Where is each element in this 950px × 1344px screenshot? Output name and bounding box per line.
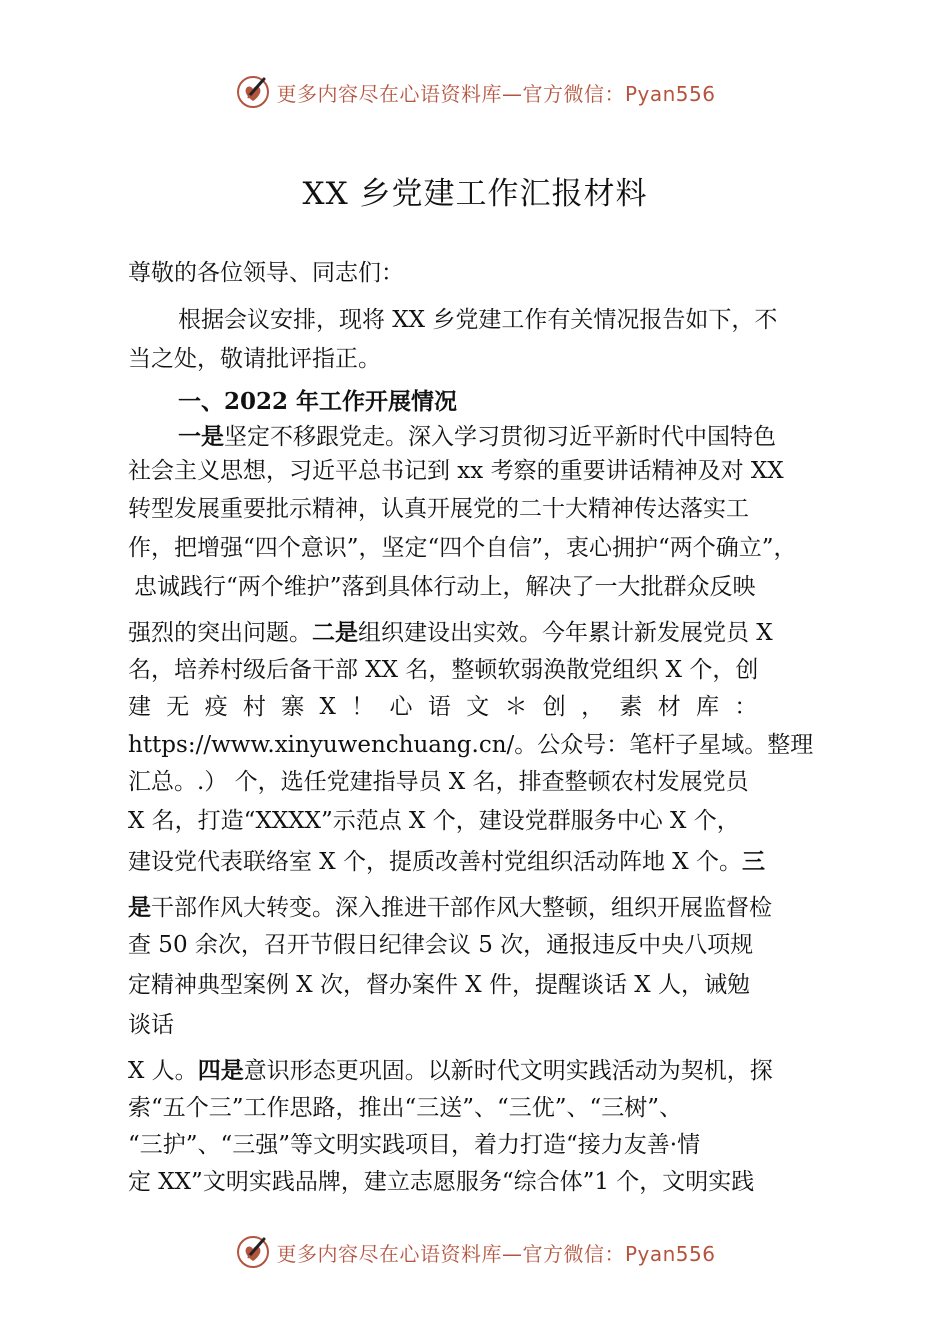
paragraph-line: “三护”、“三强”等文明实践项目，着力打造“接力友善·情 [128, 1132, 701, 1158]
paragraph-line: https://www.xinyuwenchuang.cn/。公众号：笔杆子星域。整理 [128, 732, 814, 758]
paragraph-line: 社会主义思想，习近平总书记到 xx 考察的重要讲话精神及对 XX [128, 458, 784, 484]
footer-banner [0, 1230, 950, 1274]
pen-heart-logo-icon [234, 1233, 272, 1271]
paragraph-line: 建 无 疫 村 寨 X ！ 心 语 文 ＊ 创 ， 素 材 库 ： [128, 694, 762, 720]
pen-heart-logo-icon [234, 73, 272, 111]
paragraph-line: 作，把增强“四个意识”，坚定“四个自信”，衷心拥护“两个确立”， [128, 535, 797, 561]
paragraph-line [128, 1056, 773, 1086]
point-text: 干部作风大转变。深入推进干部作风大整顿，组织开展监督检 [151, 895, 772, 921]
banner-text: 更多内容尽在心语资料库—官方微信：Pyan556 [276, 81, 716, 106]
paragraph-line [128, 847, 765, 877]
page-title: XX 乡党建工作汇报材料 [302, 176, 648, 212]
point-label: 四是 [197, 1058, 244, 1084]
paragraph-line: 根据会议安排，现将 XX 乡党建工作有关情况报告如下，不 [178, 307, 778, 333]
section-heading: 一、2022 年工作开展情况 [178, 388, 458, 415]
paragraph-line [178, 422, 776, 452]
point-text: X 人。 [128, 1058, 198, 1084]
point-text: 组织建设出实效。今年累计新发展党员 X [358, 620, 773, 646]
paragraph-line: 名，培养村级后备干部 XX 名，整顿软弱涣散党组织 X 个，创 [128, 657, 759, 683]
paragraph-line: 汇总。.） 个，选任党建指导员 X 名，排查整顿农村发展党员 [128, 769, 749, 795]
paragraph-line: X 名，打造“XXXX”示范点 X 个，建设党群服务中心 X 个， [128, 808, 740, 834]
paragraph-line [128, 618, 773, 648]
point-text: 意识形态更巩固。以新时代文明实践活动为契机，探 [243, 1058, 773, 1084]
point-label: 是 [128, 895, 151, 921]
banner-text: 更多内容尽在心语资料库—官方微信：Pyan556 [276, 1241, 716, 1266]
paragraph-line: 查 50 余次，召开节假日纪律会议 5 次，通报违反中央八项规 [128, 932, 754, 958]
point-text: 强烈的突出问题。 [128, 620, 312, 646]
header-banner [0, 70, 950, 114]
paragraph-line: 当之处，敬请批评指正。 [128, 346, 381, 372]
paragraph-line: 谈话 [128, 1012, 174, 1038]
point-text: 建设党代表联络室 X 个，提质改善村党组织活动阵地 X 个。 [128, 849, 742, 875]
paragraph-line: 忠诚践行“两个维护”落到具体行动上，解决了一大批群众反映 [134, 574, 756, 600]
point-text: 坚定不移跟党走。深入学习贯彻习近平新时代中国特色 [224, 424, 776, 450]
paragraph-line: 定 XX”文明实践品牌，建立志愿服务“综合体”1 个，文明实践 [128, 1169, 755, 1195]
paragraph-line [128, 893, 772, 923]
point-label: 三 [742, 849, 765, 875]
point-label: 一是 [178, 424, 224, 450]
paragraph-line: 定精神典型案例 X 次，督办案件 X 件，提醒谈话 X 人，诫勉 [128, 972, 750, 998]
point-label: 二是 [312, 620, 358, 646]
paragraph-line: 转型发展重要批示精神，认真开展党的二十大精神传达落实工 [128, 496, 749, 522]
paragraph-line: 索“五个三”工作思路，推出“三送”、“三优”、“三树”、 [128, 1095, 683, 1121]
salutation: 尊敬的各位领导、同志们： [128, 260, 404, 286]
